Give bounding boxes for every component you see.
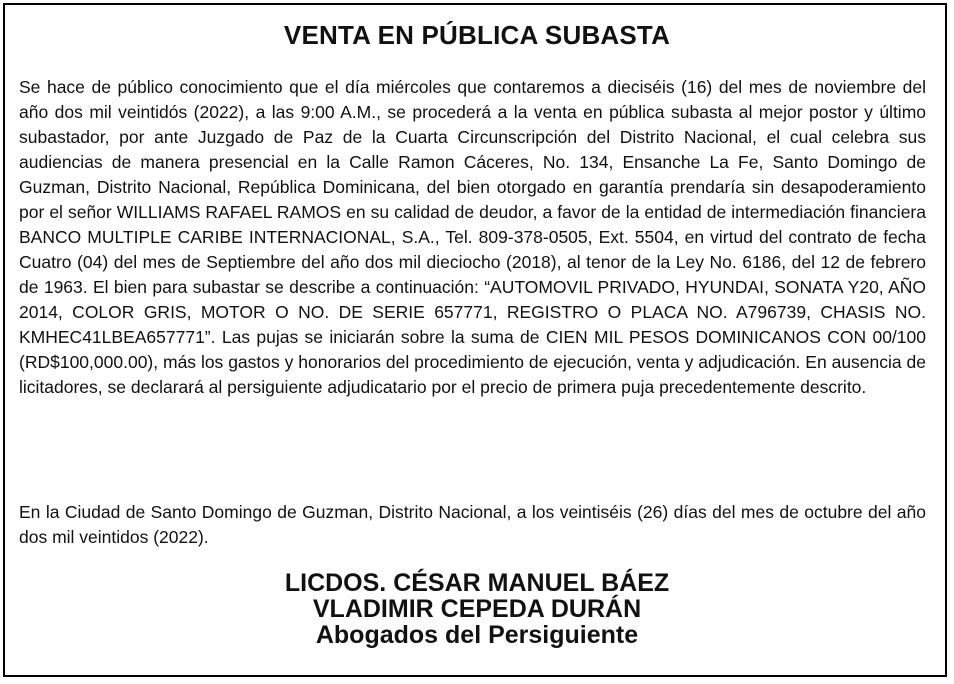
notice-paragraph-main: Se hace de público conocimiento que el día miércoles que contaremos a dieciséis (16) del mes de noviembre del año dos mil veintidós (2022), a las 9:00 A.M., se procederá a la venta en pública subasta al mejor postor y último subastador, por ante Juzgado de Paz de la Cuarta Circunscripción del Distrito Nacional, el cual celebra sus audiencias de manera presencial en la Calle Ramon Cáceres, No. 134, Ensanche La Fe, Santo Domingo de Guzman, Distrito Nacional, República Dominicana, del bien otorgado en garantía prendaría sin desapoderamiento por el señor WILLIAMS RAFAEL RAMOS en su calidad de deudor, a favor de la entidad de intermediación financiera BANCO MULTIPLE CARIBE INTERNACIONAL, S.A., Tel. 809-378-0505, Ext. 5504, en virtud del contrato de fecha Cuatro (04) del mes de Septiembre del año dos mil dieciocho (2018), al tenor de la Ley No. 6186, del 12 de febrero de 1963. El bien para subastar se describe a continuación: “AUTOMOVIL PRIVADO, HYUNDAI, SONATA Y20, AÑO 2014, COLOR GRIS, MOTOR O NO. DE SERIE 657771, REGISTRO O PLACA NO. A796739, CHASIS NO. KMHEC41LBEA657771”. Las pujas se iniciarán sobre la suma de CIEN MIL PESOS DOMINICANOS CON 00/100 (RD$100,000.00), más los gastos y honorarios del procedimiento de ejecución, venta y adjudicación. En ausencia de licitadores, se declarará al persiguiente adjudicatario por el precio de primera puja precedentemente descrito.	[19, 77, 926, 397]
signature-line-3: Abogados del Persiguiente	[315, 621, 639, 649]
notice-paragraph-date: En la Ciudad de Santo Domingo de Guzman, Distrito Nacional, a los veintiséis (26) días del mes de octubre del año dos mil veintidos (2022).	[19, 502, 926, 547]
signature-line-1: LICDOS. CÉSAR MANUEL BÁEZ	[284, 569, 670, 597]
signature-line-2: VLADIMIR CEPEDA DURÁN	[312, 595, 642, 623]
notice-title: VENTA EN PÚBLICA SUBASTA	[283, 20, 671, 50]
signature-block	[0, 570, 954, 648]
